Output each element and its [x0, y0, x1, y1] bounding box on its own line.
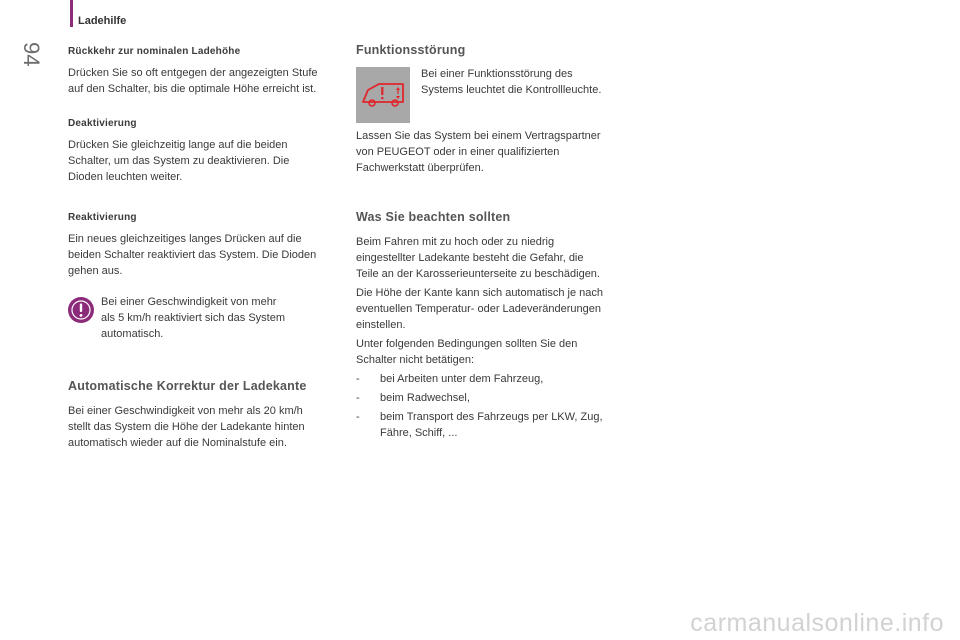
- auto-correction-text-line: stellt das System die Höhe der Ladekante hinten: [68, 421, 305, 433]
- malfunction-text-line: Lassen Sie das System bei einem Vertragspartner: [356, 130, 601, 142]
- note-text-line: eventuellen Temperatur- oder Ladeveränderungen: [356, 303, 602, 315]
- list-item-text: [380, 409, 603, 441]
- note-text-line: Unter folgenden Bedingungen sollten Sie den: [356, 338, 578, 350]
- malfunction-light-text-line: Systems leuchtet die Kontrollleuchte.: [421, 84, 602, 96]
- note-text-line: Beim Fahren mit zu hoch oder zu niedrig: [356, 236, 555, 248]
- left-column: [68, 44, 348, 97]
- malfunction-title: Funktionsstörung: [356, 43, 466, 57]
- deactivation-block: [68, 116, 348, 185]
- return-text-line: auf den Schalter, bis die optimale Höhe erreicht ist.: [68, 83, 317, 95]
- list-item: [356, 371, 646, 387]
- reactivation-text-line: beiden Schalter reaktiviert das System. Die Dioden: [68, 249, 317, 261]
- notice-text-line: als 5 km/h reaktiviert sich das System: [101, 312, 286, 324]
- return-text-line: Drücken Sie so oft entgegen der angezeigten Stufe: [68, 67, 318, 79]
- auto-correction-block: [68, 378, 348, 451]
- list-item-text: beim Radwechsel,: [380, 392, 470, 404]
- section-label: Ladehilfe: [78, 15, 127, 27]
- notice-text-line: Bei einer Geschwindigkeit von mehr: [101, 296, 277, 308]
- malfunction-light-description: [421, 66, 641, 98]
- deactivation-text-line: Schalter, um das System zu deaktivieren. Die: [68, 155, 290, 167]
- deactivation-text-line: Dioden leuchten weiter.: [68, 171, 183, 183]
- page-number: 94: [19, 42, 44, 67]
- list-dash: -: [356, 373, 360, 385]
- list-item-text-line: Fähre, Schiff, ...: [380, 427, 458, 439]
- note-text-line: Schalter nicht betätigen:: [356, 354, 475, 366]
- note-block: [356, 209, 646, 441]
- reactivation-text-line: Ein neues gleichzeitiges langes Drücken auf die: [68, 233, 302, 245]
- deactivation-heading: Deaktivierung: [68, 118, 137, 129]
- auto-correction-title: Automatische Korrektur der Ladekante: [68, 379, 307, 393]
- auto-correction-text-line: Bei einer Geschwindigkeit von mehr als 20 km/h: [68, 405, 303, 417]
- note-text-line: Die Höhe der Kante kann sich automatisch je nach: [356, 287, 604, 299]
- reactivation-heading: Reaktivierung: [68, 212, 137, 223]
- exclamation-circle-icon: [68, 297, 94, 323]
- return-heading: Rückkehr zur nominalen Ladehöhe: [68, 46, 241, 57]
- header-accent-bar: [70, 0, 73, 27]
- auto-correction-text-line: automatisch wieder auf die Nominalstufe ein.: [68, 437, 287, 449]
- watermark: carmanualsonline.info: [690, 609, 944, 637]
- list-item-text: bei Arbeiten unter dem Fahrzeug,: [380, 373, 544, 385]
- deactivation-text-line: Drücken Sie gleichzeitig lange auf die beiden: [68, 139, 288, 151]
- malfunction-heading-block: [356, 42, 636, 58]
- reactivation-text-line: gehen aus.: [68, 265, 123, 277]
- note-text-line: eingestellter Ladekante besteht die Gefahr, die: [356, 252, 584, 264]
- malfunction-text-line: Fachwerkstatt überprüfen.: [356, 162, 484, 174]
- vehicle-height-warning-icon: [356, 67, 410, 123]
- note-text-line: einstellen.: [356, 319, 406, 331]
- list-dash: -: [356, 411, 360, 423]
- speed-notice: [101, 294, 341, 342]
- list-dash: -: [356, 392, 360, 404]
- malfunction-light-text-line: Bei einer Funktionsstörung des: [421, 68, 573, 80]
- reactivation-block: [68, 210, 348, 279]
- notice-text-line: automatisch.: [101, 328, 164, 340]
- list-item-text-line: beim Transport des Fahrzeugs per LKW, Zug,: [380, 411, 603, 423]
- note-title: Was Sie beachten sollten: [356, 210, 511, 224]
- note-text-line: Teile an der Karosserieunterseite zu beschädigen.: [356, 268, 600, 280]
- list-item: [356, 390, 646, 406]
- malfunction-text-line: von PEUGEOT oder in einer qualifizierten: [356, 146, 560, 158]
- list-item: [356, 409, 646, 441]
- malfunction-text-block: [356, 128, 646, 176]
